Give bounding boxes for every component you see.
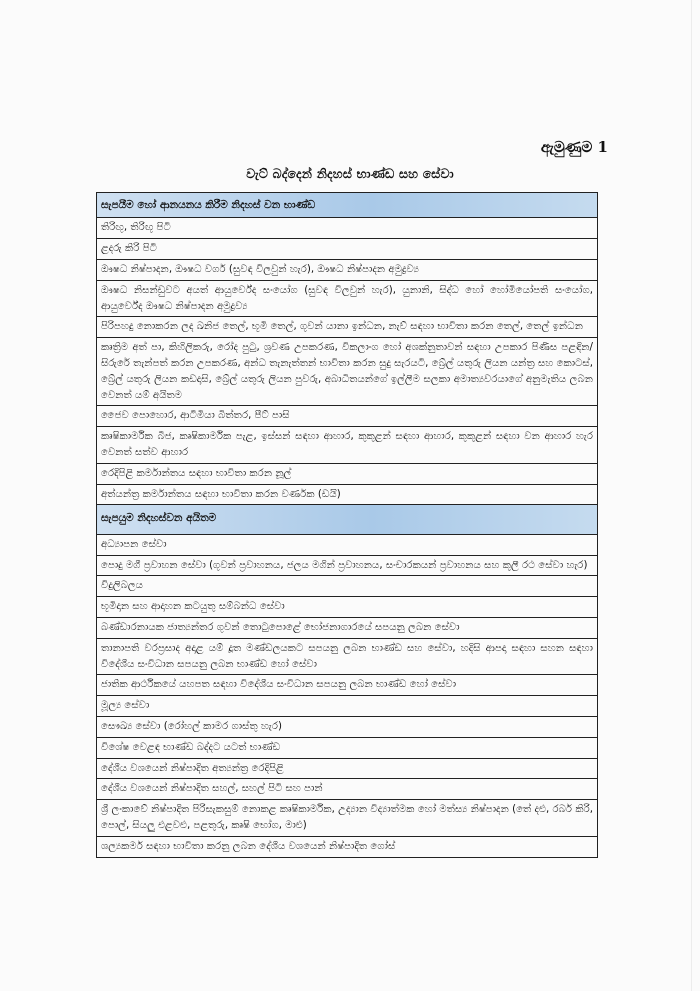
table-row bbox=[97, 638, 598, 675]
table-cell: ජාතික ආර්ථිකයේ යහපත සඳහා විදේශීය සංවිධාන සපයනු ලබන භාණ්ඩ හෝ සේවා bbox=[97, 675, 598, 696]
table-cell: පොදු මගී ප්‍රවාහන සේවා (ගුවන් ප්‍රවාහනය, ජලය මගින් ප්‍රවාහනය, සංචාරකයන් ප්‍රවාහනය සහ කුලී රථ සේවා හැර) bbox=[97, 555, 598, 576]
table-row bbox=[97, 259, 598, 280]
table-cell: ජෛව පොහොර, ආටීමියා බිත්තර, පීට් පාසි bbox=[97, 406, 598, 427]
section-header-row bbox=[97, 505, 598, 534]
table-cell: භූමිදාන සහ ආදාහන කටයුතු සම්බන්ධ සේවා bbox=[97, 597, 598, 618]
section-header-row bbox=[97, 193, 598, 218]
table-row bbox=[97, 617, 598, 638]
table-cell: තිරිඟු, තිරිඟු පිටි bbox=[97, 218, 598, 239]
section-heading: සැපයීම හෝ ආනයනය කිරීම නිදහස් වන භාණ්ඩ bbox=[97, 193, 598, 218]
table-cell: සෞඛ්‍ය සේවා (රෝහල් කාමර ගාස්තු හැර) bbox=[97, 717, 598, 738]
table-row bbox=[97, 779, 598, 800]
table-cell: විදුලිබලය bbox=[97, 576, 598, 597]
table-cell: තානාපති වරප්‍රසාද අදාළ යම් දූත මණ්ඩලයකට සපයනු ලබන භාණ්ඩ සහ සේවා, හදිසි ආපදා සඳහා සහන සඳහා විදේශීය සංවිධාන සපයනු ලබන භාණ්ඩ හෝ සේවා bbox=[97, 638, 598, 675]
table-cell: ශ්‍රී ලංකාවේ නිෂ්පාදිත පිරිසැකසුම් නොකළ කෘෂිකාර්මික, උද්‍යාන විද්‍යාත්මක හෝ මත්ස්‍ය නිෂ්පාදන (තේ දළු, රබර් කිරි, පොල්, සියලු එළවළු, පළතුරු, කෘෂි භෝග, මාළු) bbox=[97, 800, 598, 837]
table-row bbox=[97, 406, 598, 427]
document-title: වැට් බද්දෙන් නිදහස් භාණ්ඩ සහ සේවා bbox=[246, 166, 454, 181]
table-row bbox=[97, 218, 598, 239]
table-row bbox=[97, 737, 598, 758]
table-cell: අත්යන්ත්‍ර කර්මාන්තය සඳහා භාවිතා කරන වර්ණක (ඩයි) bbox=[97, 484, 598, 505]
table-row bbox=[97, 463, 598, 484]
table-row bbox=[97, 597, 598, 618]
table-row bbox=[97, 758, 598, 779]
table-cell: දේශීය වශයෙන් නිෂ්පාදිත සහල්, සහල් පිටි සහ පාන් bbox=[97, 779, 598, 800]
table-row bbox=[97, 427, 598, 464]
section-heading: සැපයුම නිදහස්වන අයිතම bbox=[97, 505, 598, 534]
table-cell: මූල්‍ය සේවා bbox=[97, 696, 598, 717]
table-row bbox=[97, 239, 598, 260]
table-cell: අධ්‍යාපන සේවා bbox=[97, 534, 598, 555]
table-cell: රෙදිපිළි කර්මාන්තය සඳහා භාවිතා කරන නූල් bbox=[97, 463, 598, 484]
table-row bbox=[97, 800, 598, 837]
table-cell: ශල්‍යකර්ම සඳහා භාවිතා කරනු ලබන දේශීය වශයෙන් නිෂ්පාදිත ගෝස් bbox=[97, 836, 598, 857]
table-cell: බණ්ඩාරනායක ජාත්‍යන්තර ගුවන් තොටුපොළේ භෝජනාගාරයේ සපයනු ලබන සේවා bbox=[97, 617, 598, 638]
table-row bbox=[97, 317, 598, 338]
table-row bbox=[97, 576, 598, 597]
table-row bbox=[97, 555, 598, 576]
table-cell: ඖෂධ නිෂ්පාදන, ඖෂධ වර්ග (සුවඳ විලවුන් හැර), ඖෂධ නිෂ්පාදන අමුද්‍රව්‍ය bbox=[97, 259, 598, 280]
table-cell: පිරිපහදු නොකරන ලද ඛනිජ තෙල්, භූමි තෙල්, ගුවන් යානා ඉන්ධන, නැව් සඳහා භාවිතා කරන තෙල්, තෙල් ඉන්ධන bbox=[97, 317, 598, 338]
table-cell: විශේෂ වෙළඳ භාණ්ඩ බද්දට යටත් භාණ්ඩ bbox=[97, 737, 598, 758]
table-row bbox=[97, 280, 598, 317]
table-row bbox=[97, 717, 598, 738]
table-cell: කෘෂිකාර්මික බීජ, කෘෂිකාර්මික පැළ, ඉස්සන් සඳහා ආහාර, කුකුළන් සඳහා ආහාර, කුකුළන් සඳහා වන ආහාර හැර වෙනත් සත්ව ආහාර bbox=[97, 427, 598, 464]
table-row bbox=[97, 338, 598, 406]
table-row bbox=[97, 675, 598, 696]
table-row bbox=[97, 534, 598, 555]
table-cell: ළදරු කිරි පිටි bbox=[97, 239, 598, 260]
annex-label: ඇමුණුම 1 bbox=[540, 138, 608, 156]
page-edge bbox=[691, 0, 692, 991]
table-cell: දේශීය වශයෙන් නිෂ්පාදිත අත්‍යන්ත්‍ර රෙදිපිළි bbox=[97, 758, 598, 779]
table-row bbox=[97, 484, 598, 505]
table-cell: කෘත්‍රිම අත් පා, කිහිලිකරු, රෝද පුටු, ශ්‍රවණ උපකරණ, විකලාංග හෝ අශක්නුතාවන් සඳහා උපකාර පිණිස පළඳින/ සිරුරේ තැන්පත් කරන උපකරණ, අන්ධ තැනැත්තන් භාවිතා කරන සුදු සැරයටි, බ්‍රේල් යතුරු ලියන යන්ත්‍ර සහ කොටස්, බ්‍රේල් යතුරු ලියන කඩදාසි, බ්‍රේල් යතුරු ලියන පුවරු, අබාධිතයන්ගේ ඉල්ලීම සලකා අමාත්‍යවරයාගේ අනුමැතිය ලබන වෙනත් යම් අයිතම bbox=[97, 338, 598, 406]
table-row bbox=[97, 696, 598, 717]
table-row bbox=[97, 836, 598, 857]
table-cell: ඖෂධ නිසන්ඩුවට අයත් ආයුර්වේද සංයෝග (සුවඳ විලවුන් හැර), යුනානි, සිද්ධ හෝ හෝමියෝපති සංයෝග, ආයුර්වේද ඖෂධ නිෂ්පාදන අමුද්‍රව්‍ය bbox=[97, 280, 598, 317]
exemptions-table bbox=[96, 192, 598, 858]
